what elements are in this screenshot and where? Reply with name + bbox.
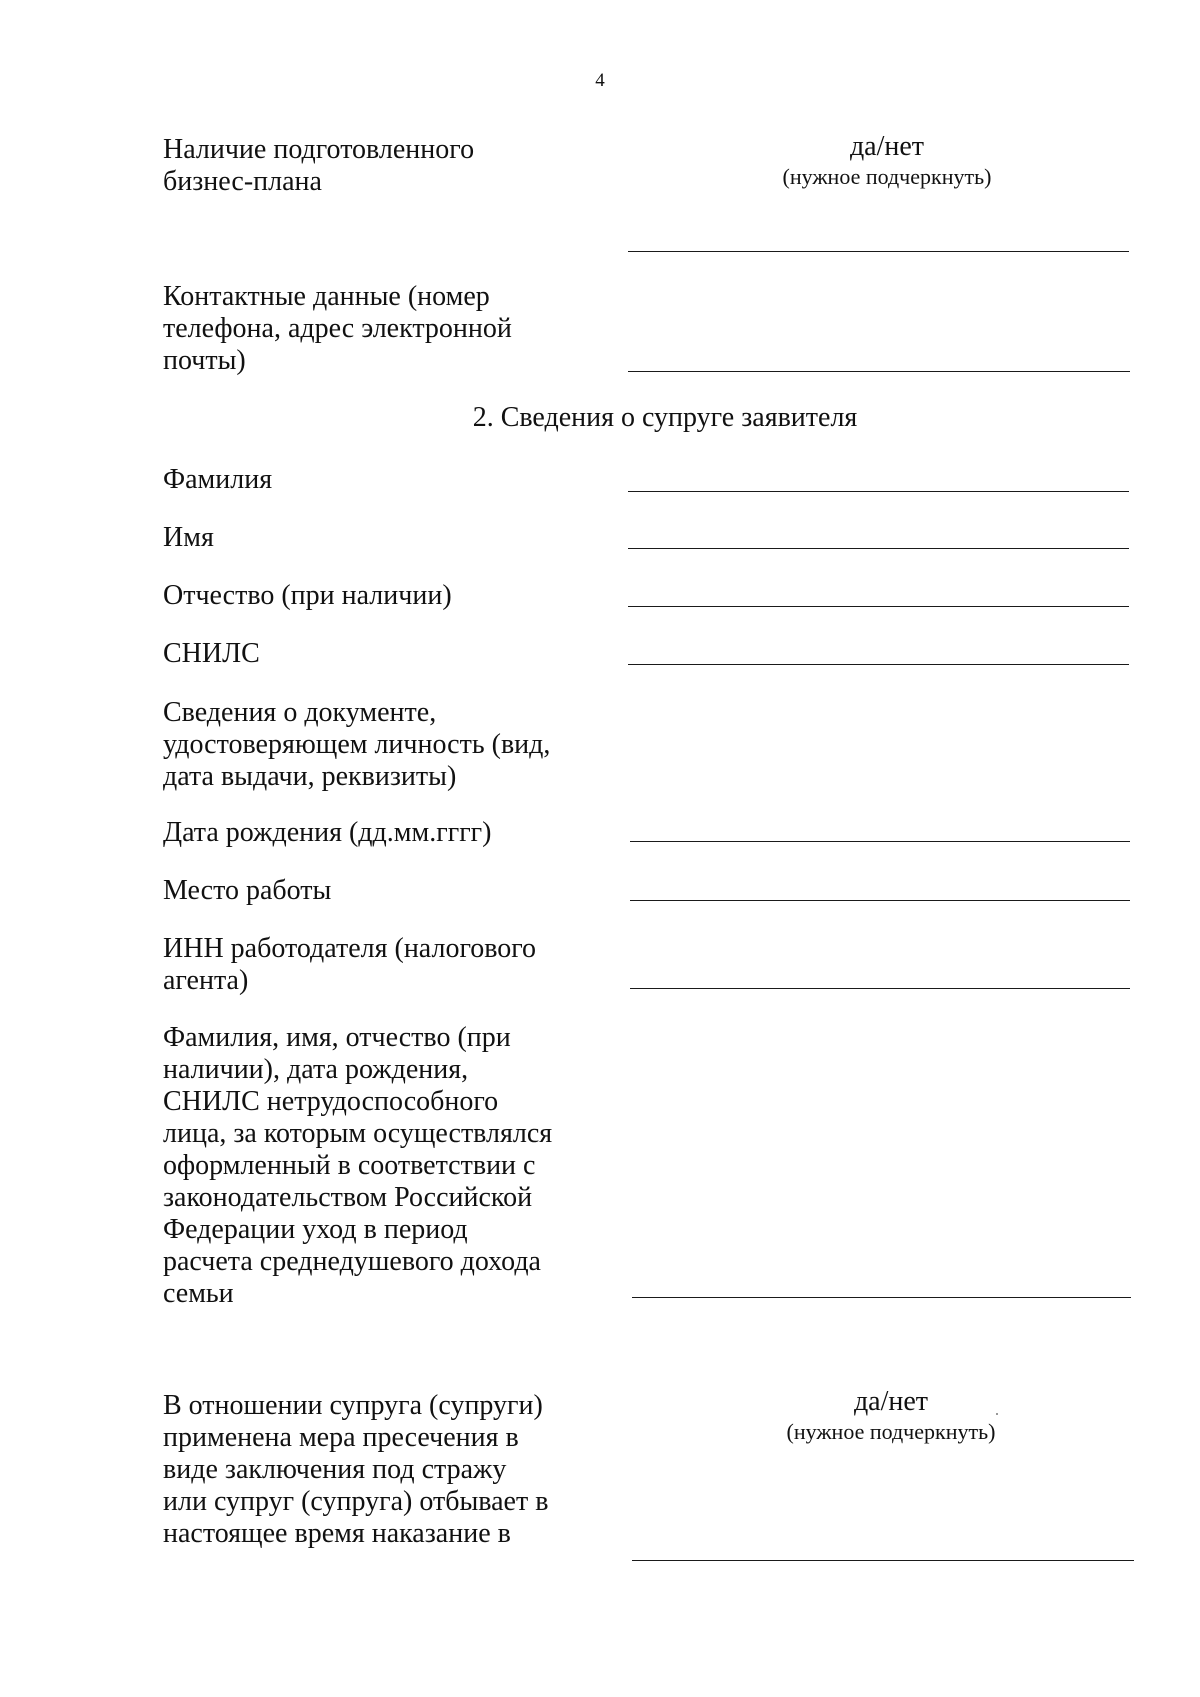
birth-date-label: Дата рождения (дд.мм.гггг)	[163, 817, 492, 848]
name-label: Имя	[163, 522, 214, 553]
snils-label: СНИЛС	[163, 638, 260, 669]
workplace-answer-line[interactable]	[630, 900, 1130, 901]
custody-answer-line[interactable]	[632, 1560, 1134, 1561]
patronymic-label: Отчество (при наличии)	[163, 580, 452, 611]
surname-answer-line[interactable]	[628, 491, 1129, 492]
contacts-answer-line[interactable]	[628, 371, 1130, 372]
business-plan-choice[interactable]	[737, 131, 1037, 191]
page-number: 4	[595, 70, 605, 91]
care-info-label: Фамилия, имя, отчество (при наличии), дата рождения, СНИЛС нетрудоспособного лица, за которым осуществлялся оформленный в соответствии с законодательством Российской Федерации уход в период расчета среднедушевого дохода семьи	[163, 1022, 553, 1309]
identity-document-label: Сведения о документе, удостоверяющем личность (вид, дата выдачи, реквизиты)	[163, 697, 551, 792]
surname-label: Фамилия	[163, 464, 273, 495]
yes-no-option[interactable]: да/нет	[853, 1386, 929, 1417]
underline-hint: (нужное подчеркнуть)	[786, 1419, 996, 1444]
custody-choice[interactable]	[741, 1386, 1041, 1446]
employer-inn-answer-line[interactable]	[630, 988, 1130, 989]
name-answer-line[interactable]	[628, 548, 1129, 549]
underline-hint: (нужное подчеркнуть)	[782, 164, 992, 189]
business-plan-answer-line[interactable]	[628, 251, 1129, 252]
business-plan-label: Наличие подготовленного бизнес-плана	[163, 134, 475, 197]
employer-inn-label: ИНН работодателя (налогового агента)	[163, 933, 537, 996]
care-info-answer-line[interactable]	[632, 1297, 1131, 1298]
section-heading: 2. Сведения о супруге заявителя	[472, 402, 858, 433]
birth-date-answer-line[interactable]	[630, 841, 1130, 842]
workplace-label: Место работы	[163, 875, 332, 906]
patronymic-answer-line[interactable]	[628, 606, 1129, 607]
custody-label: В отношении супруга (супруги) применена мера пресечения в виде заключения под стражу или супруг (супруга) отбывает в настоящее время наказание в	[163, 1390, 549, 1549]
scan-speck	[996, 1413, 998, 1415]
contacts-label: Контактные данные (номер телефона, адрес электронной почты)	[163, 281, 512, 376]
yes-no-option[interactable]: да/нет	[849, 131, 925, 162]
snils-answer-line[interactable]	[628, 664, 1129, 665]
